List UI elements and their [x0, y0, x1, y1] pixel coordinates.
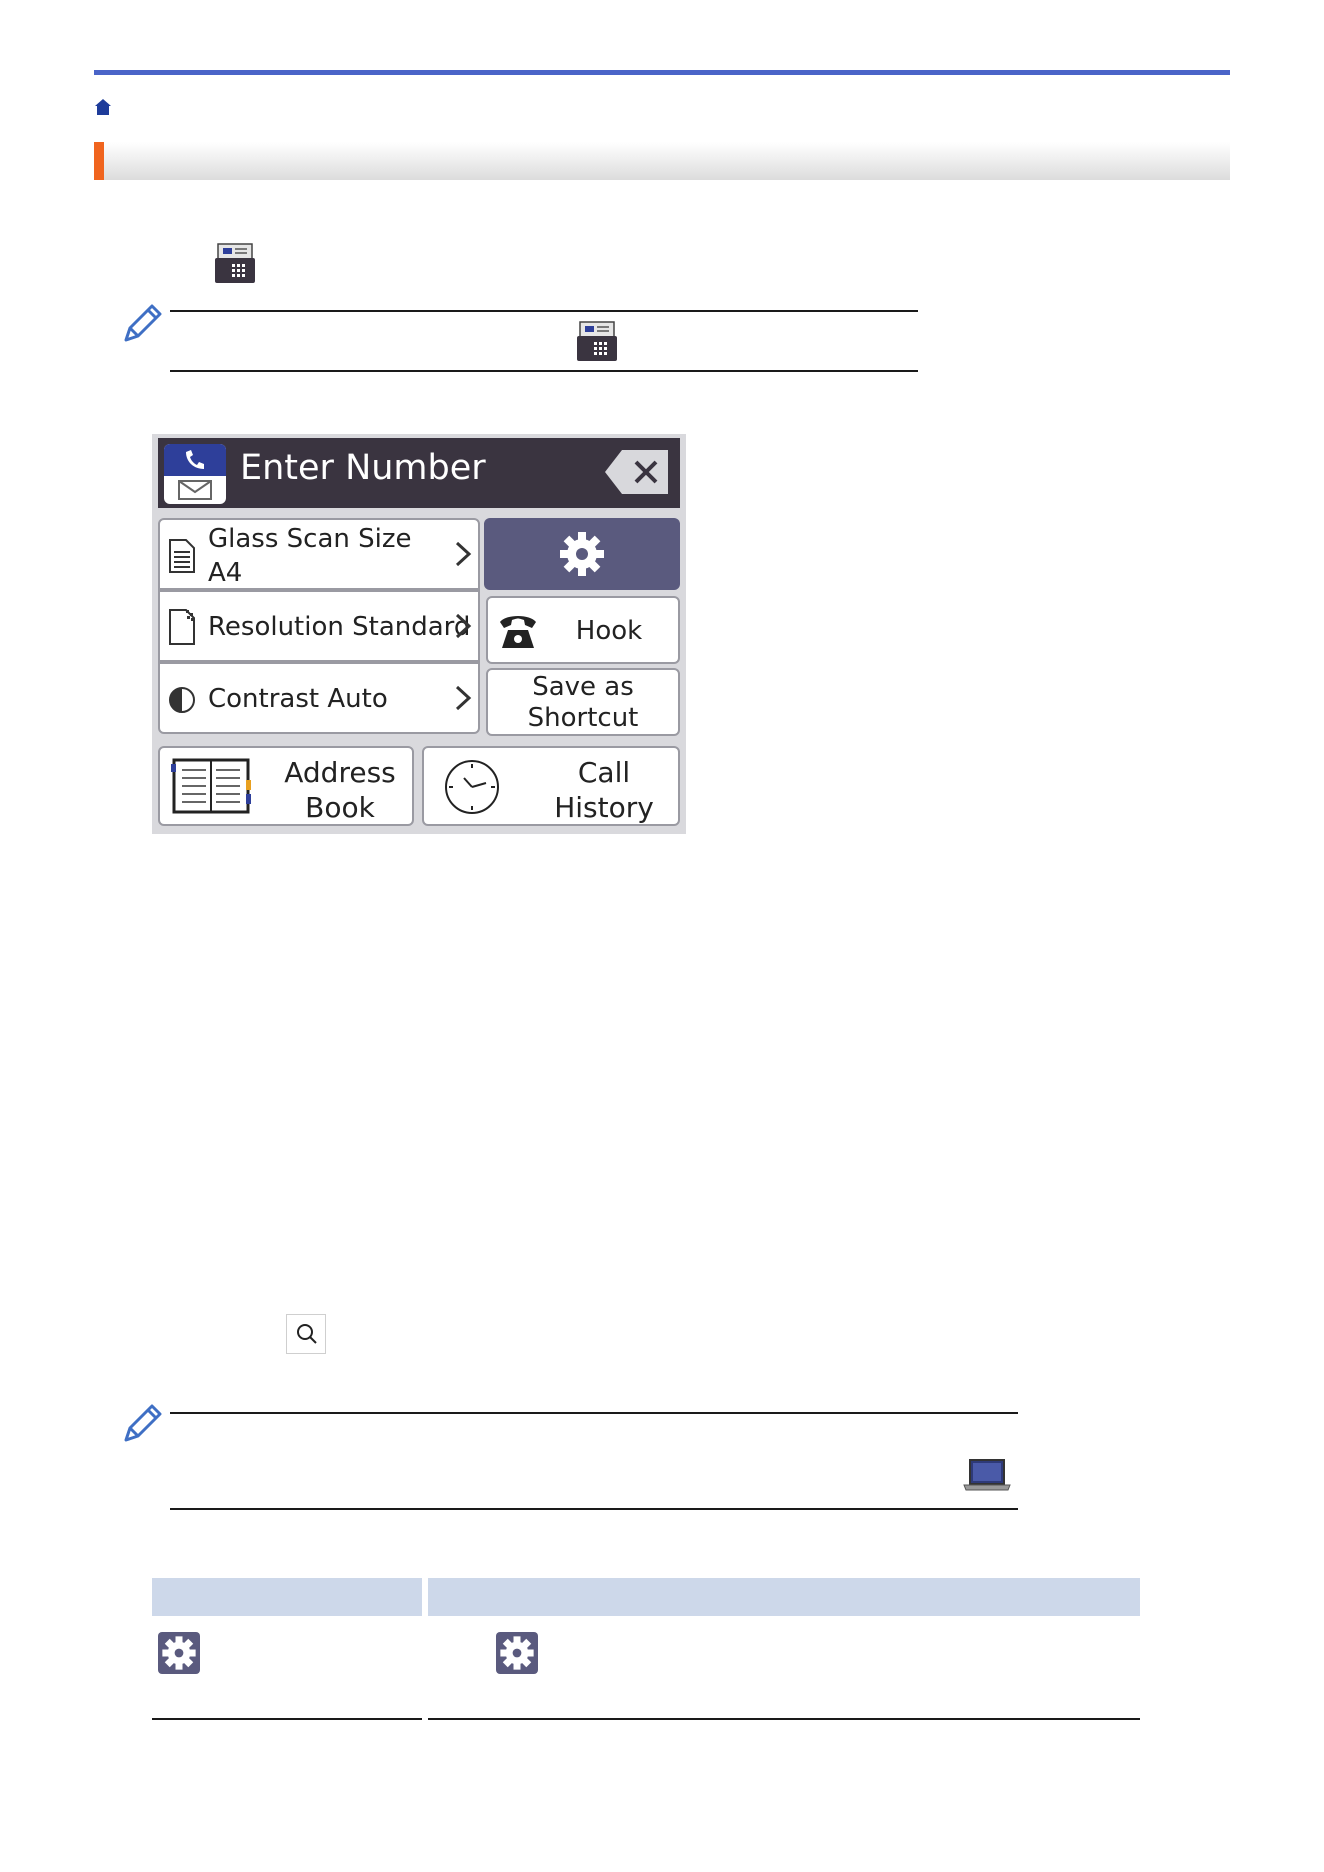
table-row-rule-1	[152, 1718, 422, 1720]
title-accent	[94, 142, 104, 180]
note2-bottom-rule	[170, 1508, 1018, 1510]
gear-icon	[558, 530, 606, 578]
home-icon[interactable]	[94, 98, 112, 116]
contrast-label: Contrast Auto	[208, 684, 388, 714]
call-history-line1: Call	[577, 756, 631, 789]
hook-button[interactable]	[486, 596, 680, 664]
backspace-icon[interactable]	[604, 448, 670, 496]
fax-mode-icon	[164, 444, 226, 504]
gear-icon	[158, 1632, 200, 1674]
glass-scan-size-value: A4	[208, 558, 243, 588]
glass-scan-size-row[interactable]	[158, 518, 480, 590]
table-header-cell-2	[428, 1578, 1140, 1616]
table-row-rule-2	[428, 1718, 1140, 1720]
section-title-bar	[94, 142, 1230, 180]
document-icon	[168, 538, 196, 574]
table-header-cell-1	[152, 1578, 422, 1616]
address-book-line2: Book	[305, 791, 375, 824]
contrast-row[interactable]	[158, 662, 480, 734]
hook-label: Hook	[575, 616, 643, 646]
search-button[interactable]	[286, 1314, 326, 1354]
note-bottom-rule	[170, 370, 918, 372]
note2-top-rule	[170, 1412, 1018, 1414]
glass-scan-size-label: Glass Scan Size	[208, 524, 412, 554]
lcd-header	[158, 438, 680, 508]
fax-icon	[214, 242, 256, 284]
chevron-right-icon	[454, 684, 472, 712]
resolution-icon	[168, 608, 196, 646]
lcd-screen	[152, 434, 686, 834]
fax-icon	[576, 320, 618, 362]
resolution-row[interactable]	[158, 590, 480, 662]
pencil-note-icon	[120, 1402, 164, 1446]
address-book-button[interactable]	[158, 746, 414, 826]
chevron-right-icon	[454, 540, 472, 568]
call-history-line2: History	[554, 791, 654, 824]
resolution-label: Resolution Standard	[208, 612, 471, 642]
lcd-title: Enter Number	[240, 448, 486, 488]
save-as-shortcut-button[interactable]	[486, 668, 680, 736]
address-book-line1: Address	[284, 756, 396, 789]
laptop-icon	[962, 1458, 1012, 1492]
clock-icon	[442, 758, 502, 816]
pencil-note-icon	[120, 302, 164, 346]
top-rule	[94, 70, 1230, 75]
call-history-button[interactable]	[422, 746, 680, 826]
address-book-icon	[170, 756, 252, 816]
settings-button[interactable]	[484, 518, 680, 590]
save-as-shortcut-line2: Shortcut	[527, 703, 639, 733]
save-as-shortcut-line1: Save as	[532, 672, 634, 702]
gear-icon	[496, 1632, 538, 1674]
contrast-icon	[168, 686, 196, 714]
note-top-rule	[170, 310, 918, 312]
search-icon	[287, 1315, 327, 1355]
chevron-right-icon	[454, 612, 472, 640]
telephone-icon	[498, 612, 538, 650]
